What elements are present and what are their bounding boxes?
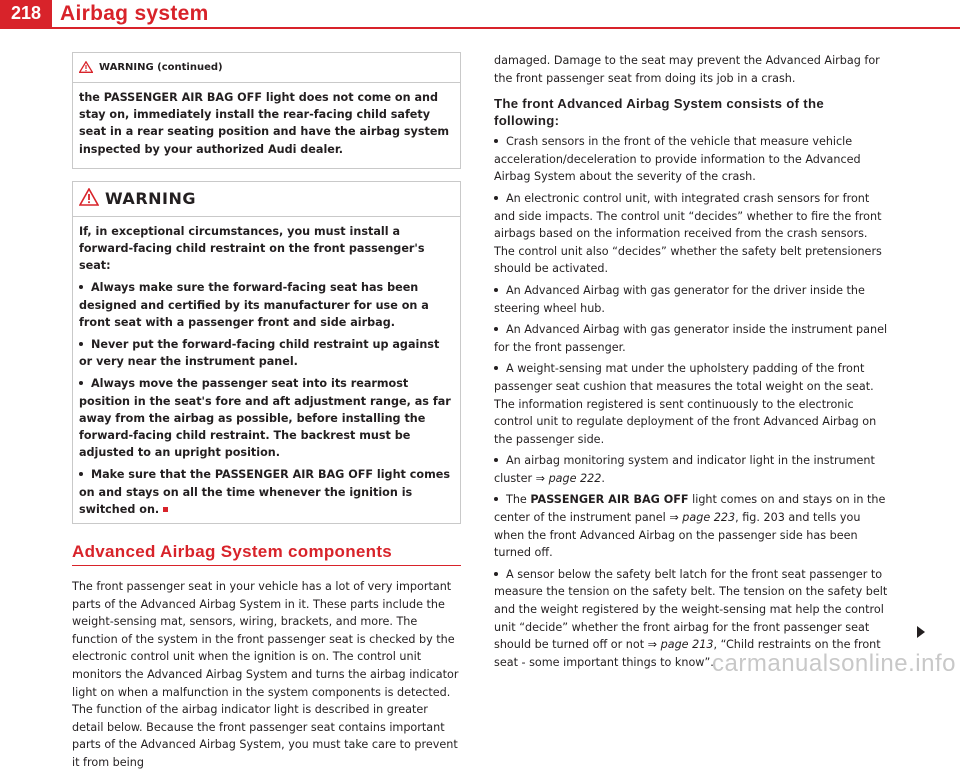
header-rule xyxy=(0,27,960,29)
list-item-text: , “Child restraints on the front seat - some important things to know”. xyxy=(494,638,881,669)
list-item-text: An Advanced Airbag with gas generator inside the instrument panel for the front passenger. xyxy=(494,323,888,354)
continue-arrow-icon xyxy=(917,626,925,638)
list-item xyxy=(494,190,889,278)
list-item-bold-text: PASSENGER AIR BAG OFF xyxy=(530,493,689,507)
list-item-text: The xyxy=(506,493,527,507)
warning-continued-header xyxy=(73,53,460,83)
warning-body xyxy=(73,217,460,523)
bullet-dot xyxy=(79,472,83,476)
warning-bullet xyxy=(79,375,454,461)
warning-box xyxy=(72,181,461,524)
subheading: The front Advanced Airbag System consists of the following: xyxy=(494,96,824,129)
warning-header xyxy=(73,182,460,217)
list-item-text: An electronic control unit, with integrated crash sensors for front and side impacts. The control unit “decides” whether to fire the front airbags based on the information received from the crash sensors. The control unit also “decides” whether the safety belt pretensioners should be activated. xyxy=(494,191,882,276)
watermark: carmanualsonline.info xyxy=(712,650,956,677)
bullet-dot xyxy=(79,381,83,385)
list-item xyxy=(494,282,889,317)
warning-continued-heading: WARNING (continued) xyxy=(99,62,223,73)
list-item xyxy=(494,491,889,561)
page-number: 218 xyxy=(0,0,52,27)
page-title: Airbag system xyxy=(60,2,209,25)
section-paragraph: The front passenger seat in your vehicle has a lot of very important parts of the Advanced Airbag System in it. These parts include the weight-sensing mat, sensors, wiring, brackets, and more. The function of the system in the front passenger seat is checked by the electronic control unit when the ignition is on. The control unit monitors the Advanced Airbag System and turns the airbag indicator light on when a malfunction in the system components is detected. The function of the airbag indicator light is described in greater detail below. Because the front passenger seat contains important parts of the Advanced Airbag System, you must take care to prevent it from being xyxy=(72,580,459,769)
warning-bullet-text: Always make sure the forward-facing seat has been designed and certified by its manufacturer for use on a front seat with a passenger front and side airbag. xyxy=(79,281,429,329)
warning-continued-box xyxy=(72,52,461,169)
bullet-dot xyxy=(494,366,498,370)
list-item xyxy=(494,360,889,448)
warning-bullet xyxy=(79,336,454,370)
warning-triangle-icon xyxy=(79,58,93,77)
bullet-dot xyxy=(494,196,498,200)
bullet-dot xyxy=(494,139,498,143)
arrow-icon: ⇒ xyxy=(669,511,679,525)
bullet-dot xyxy=(494,458,498,462)
bullet-dot xyxy=(79,342,83,346)
arrow-icon: ⇒ xyxy=(647,638,658,652)
bullet-dot xyxy=(494,288,498,292)
list-item-text: An airbag monitoring system and indicator light in the instrument cluster xyxy=(494,454,875,485)
warning-triangle-icon xyxy=(79,188,99,210)
arrow-icon: ⇒ xyxy=(535,471,545,485)
bullet-dot xyxy=(494,327,498,331)
list-item-text: A sensor below the safety belt latch for the front seat passenger to measure the tension on the safety belt. The tension on the safety belt and the weight registered by the weight-sensing mat help the control unit “decide” whether the front airbag for the front passenger seat should be turned off or not xyxy=(494,567,888,652)
list-item xyxy=(494,321,889,356)
list-item-text: light comes on and stays on in the center of the instrument panel xyxy=(494,493,886,525)
warning-bullet xyxy=(79,279,454,331)
warning-bullet-text: Never put the forward-facing child restraint up against or very near the instrument panel. xyxy=(79,338,440,369)
list-item: An airbag monitoring system and indicator light in the instrument cluster ⇒ page 222. xyxy=(494,454,875,485)
bullet-dot xyxy=(494,572,498,576)
section-end-icon xyxy=(163,507,168,512)
list-item-text: , fig. 203 and tells you when the front Advanced Airbag on the passenger side has been turned off. xyxy=(494,511,861,560)
warning-bullet-text: Make sure that the PASSENGER AIR BAG OFF light comes on and stays on all the time whenever the ignition is switched on. xyxy=(79,468,450,516)
list-item-text: An Advanced Airbag with gas generator for the driver inside the steering wheel hub. xyxy=(494,283,865,315)
page-reference-link[interactable]: page 222 xyxy=(548,471,602,485)
warning-bullet-text: Always move the passenger seat into its rearmost position in the seat's fore and aft adjustment range, as far away from the airbag as possible, before installing the forward-facing child restraint. The backrest must be adjusted to an upright position. xyxy=(79,377,451,460)
list-item-text: Crash sensors in the front of the vehicle that measure vehicle acceleration/deceleration to provide information to the Advanced Airbag System about the severity of the crash. xyxy=(494,135,861,184)
warning-intro: If, in exceptional circumstances, you must install a forward-facing child restraint on the front passenger's seat: xyxy=(79,224,425,273)
page-reference-link[interactable]: page 213 xyxy=(660,638,714,652)
bullet-dot xyxy=(494,497,498,501)
continuation-text: damaged. Damage to the seat may prevent the Advanced Airbag for the front passenger seat from doing its job in a crash. xyxy=(494,54,880,85)
right-column xyxy=(494,52,889,675)
page-reference-link[interactable]: page 223 xyxy=(682,511,736,525)
warning-bullet xyxy=(79,466,454,518)
warning-continued-text-block xyxy=(73,83,460,168)
list-item-text: A weight-sensing mat under the upholstery padding of the front passenger seat cushion that measures the total weight on the seat. The information registered is sent continuously to the electronic control unit to regulate deployment of the front Advanced Airbag on the passenger side. xyxy=(494,362,877,446)
warning-continued-text: the PASSENGER AIR BAG OFF light does not come on and stay on, immediately install the rear-facing child safety seat in a rear seating position and have the airbag system inspected by your authorized Audi dealer. xyxy=(79,91,450,156)
warning-heading: WARNING xyxy=(105,189,196,209)
left-column xyxy=(72,52,461,772)
bullet-dot xyxy=(79,285,83,289)
list-item xyxy=(494,133,889,186)
section-title: Advanced Airbag System components xyxy=(72,542,461,566)
